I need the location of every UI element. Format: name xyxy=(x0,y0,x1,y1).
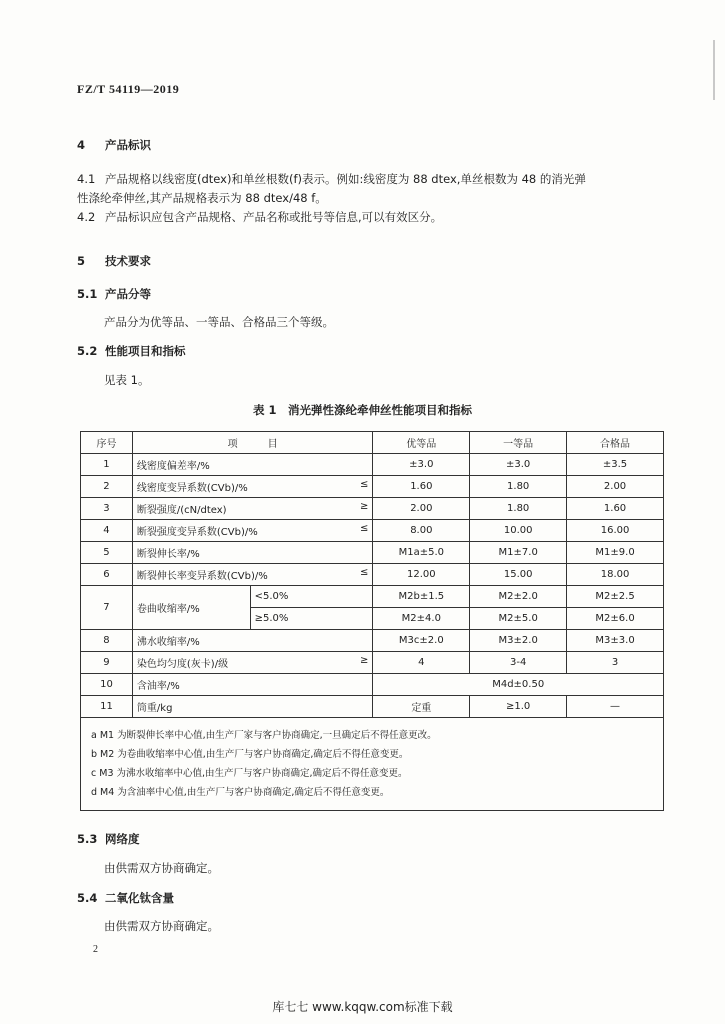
cell-grade-qualified: M2±2.5 xyxy=(567,586,664,608)
section-number: 5 xyxy=(77,254,86,268)
cell-grade-qualified: M2±6.0 xyxy=(567,608,664,630)
section-4-2 xyxy=(77,208,442,227)
section-number: 5.1 xyxy=(77,287,98,301)
item-label: 断裂强度/(cN/dtex) xyxy=(136,505,227,516)
table-row xyxy=(81,674,664,696)
cell-grade-first: ±3.0 xyxy=(470,454,567,476)
comparison-symbol: ≤ xyxy=(360,479,369,490)
table-note-a: a M1 为断裂伸长率中心值,由生产厂家与客户协商确定,一旦确定后不得任意更改。 xyxy=(91,730,437,741)
cell-grade-premium: M3c±2.0 xyxy=(373,630,470,652)
cell-grade-premium: 2.00 xyxy=(373,498,470,520)
row-subitem: ≥5.0% xyxy=(250,608,373,630)
table-row xyxy=(81,652,664,674)
row-item xyxy=(132,674,372,696)
clause-text: 产品标识应包含产品规格、产品名称或批号等信息,可以有效区分。 xyxy=(105,210,443,224)
table-row xyxy=(81,630,664,652)
cell-grade-first: M3±2.0 xyxy=(470,630,567,652)
cell-grade-qualified: 2.00 xyxy=(567,476,664,498)
table-note-b: b M2 为卷曲收缩率中心值,由生产厂与客户协商确定,确定后不得任意变更。 xyxy=(91,749,409,760)
item-label: 染色均匀度(灰卡)/级 xyxy=(136,659,229,670)
row-item xyxy=(132,454,372,476)
section-title: 产品分等 xyxy=(105,287,151,301)
item-label: 断裂强度变异系数(CVb)/% xyxy=(136,527,258,538)
section-title: 网络度 xyxy=(105,832,140,846)
row-no: 2 xyxy=(81,476,133,498)
cell-grade-qualified: M3±3.0 xyxy=(567,630,664,652)
table-notes xyxy=(81,718,664,811)
cell-grade-qualified: ±3.5 xyxy=(567,454,664,476)
row-no: 8 xyxy=(81,630,133,652)
row-no: 7 xyxy=(81,586,133,630)
scan-edge-mark xyxy=(713,40,715,100)
row-item xyxy=(132,520,372,542)
cell-grade-qualified: 1.60 xyxy=(567,498,664,520)
row-item xyxy=(132,696,372,718)
cell-grade-first: 1.80 xyxy=(470,498,567,520)
section-5-heading xyxy=(77,253,151,269)
row-item xyxy=(132,498,372,520)
section-title: 性能项目和指标 xyxy=(105,344,186,358)
comparison-symbol: ≥ xyxy=(360,655,369,666)
cell-grade-premium: 4 xyxy=(373,652,470,674)
cell-all-grades: M4d±0.50 xyxy=(373,674,664,696)
section-5-2-heading xyxy=(77,343,186,359)
table-caption: 表 1 消光弹性涤纶牵伸丝性能项目和指标 xyxy=(252,403,472,417)
standard-number: FZ/T 54119—2019 xyxy=(77,82,180,96)
item-label: 沸水收缩率/% xyxy=(136,637,200,648)
cell-grade-first: M2±5.0 xyxy=(470,608,567,630)
cell-grade-qualified: — xyxy=(567,696,664,718)
header-grade-premium: 优等品 xyxy=(373,432,470,454)
row-subitem: <5.0% xyxy=(250,586,373,608)
table-row xyxy=(81,476,664,498)
section-4-1 xyxy=(77,170,677,208)
table-row xyxy=(81,520,664,542)
clause-number: 4.1 xyxy=(77,172,96,186)
table-row xyxy=(81,498,664,520)
cell-grade-qualified: M1±9.0 xyxy=(567,542,664,564)
header-no: 序号 xyxy=(81,432,133,454)
cell-grade-qualified: 16.00 xyxy=(567,520,664,542)
row-no: 6 xyxy=(81,564,133,586)
row-item xyxy=(132,476,372,498)
section-5-3-text: 由供需双方协商确定。 xyxy=(104,861,219,875)
section-number: 5.2 xyxy=(77,344,98,358)
table-notes-row xyxy=(81,718,664,811)
table-row xyxy=(81,454,664,476)
row-item xyxy=(132,542,372,564)
row-item: 卷曲收缩率/% xyxy=(132,586,250,630)
row-no: 11 xyxy=(81,696,133,718)
item-label: 断裂伸长率/% xyxy=(136,549,200,560)
cell-grade-first: 1.80 xyxy=(470,476,567,498)
cell-grade-premium: M2±4.0 xyxy=(373,608,470,630)
cell-grade-first: 15.00 xyxy=(470,564,567,586)
section-title: 产品标识 xyxy=(105,138,151,152)
cell-grade-premium: ±3.0 xyxy=(373,454,470,476)
section-5-4-text: 由供需双方协商确定。 xyxy=(104,919,219,933)
comparison-symbol: ≤ xyxy=(360,523,369,534)
row-no: 3 xyxy=(81,498,133,520)
cell-grade-premium: 8.00 xyxy=(373,520,470,542)
cell-grade-premium: M1a±5.0 xyxy=(373,542,470,564)
table-row xyxy=(81,586,664,608)
clause-text-line1: 产品规格以线密度(dtex)和单丝根数(f)表示。例如:线密度为 88 dtex,单丝根数为 48 的消光弹 xyxy=(105,172,586,186)
row-item xyxy=(132,652,372,674)
table-note-d: d M4 为含油率中心值,由生产厂与客户协商确定,确定后不得任意变更。 xyxy=(91,787,390,798)
section-number: 5.4 xyxy=(77,891,98,905)
cell-grade-premium: 12.00 xyxy=(373,564,470,586)
section-5-4-heading xyxy=(77,890,174,906)
row-item xyxy=(132,630,372,652)
header-grade-qualified: 合格品 xyxy=(567,432,664,454)
item-label: 断裂伸长率变异系数(CVb)/% xyxy=(136,571,268,582)
row-no: 1 xyxy=(81,454,133,476)
cell-grade-qualified: 3 xyxy=(567,652,664,674)
page-number: 2 xyxy=(93,944,98,955)
item-label: 含油率/% xyxy=(136,681,180,692)
comparison-symbol: ≤ xyxy=(360,567,369,578)
header-item: 项 目 xyxy=(132,432,372,454)
cell-grade-premium: 定重 xyxy=(373,696,470,718)
cell-grade-first: 3-4 xyxy=(470,652,567,674)
cell-grade-first: 10.00 xyxy=(470,520,567,542)
download-watermark: 库七七 www.kqqw.com标准下载 xyxy=(272,1000,453,1014)
section-title: 二氧化钛含量 xyxy=(105,891,174,905)
table-note-c: c M3 为沸水收缩率中心值,由生产厂与客户协商确定,确定后不得任意变更。 xyxy=(91,768,408,779)
table-header-row xyxy=(81,432,664,454)
item-label: 线密度偏差率/% xyxy=(136,461,210,472)
cell-grade-premium: M2b±1.5 xyxy=(373,586,470,608)
section-number: 5.3 xyxy=(77,832,98,846)
row-no: 4 xyxy=(81,520,133,542)
cell-grade-premium: 1.60 xyxy=(373,476,470,498)
item-label: 筒重/kg xyxy=(136,703,173,714)
section-title: 技术要求 xyxy=(105,254,151,268)
cell-grade-first: ≥1.0 xyxy=(470,696,567,718)
table-row xyxy=(81,564,664,586)
cell-grade-first: M1±7.0 xyxy=(470,542,567,564)
comparison-symbol: ≥ xyxy=(360,501,369,512)
section-5-2-text: 见表 1。 xyxy=(104,373,150,387)
cell-grade-first: M2±2.0 xyxy=(470,586,567,608)
clause-text-line2: 性涤纶牵伸丝,其产品规格表示为 88 dtex/48 f。 xyxy=(77,191,327,205)
section-5-3-heading xyxy=(77,831,140,847)
item-label: 线密度变异系数(CVb)/% xyxy=(136,483,248,494)
section-5-1-text: 产品分为优等品、一等品、合格品三个等级。 xyxy=(104,315,334,329)
table-row xyxy=(81,696,664,718)
header-grade-first: 一等品 xyxy=(470,432,567,454)
cell-grade-qualified: 18.00 xyxy=(567,564,664,586)
section-5-1-heading xyxy=(77,286,151,302)
row-no: 9 xyxy=(81,652,133,674)
row-no: 5 xyxy=(81,542,133,564)
section-number: 4 xyxy=(77,138,86,152)
row-item xyxy=(132,564,372,586)
row-no: 10 xyxy=(81,674,133,696)
performance-table xyxy=(80,431,664,811)
clause-number: 4.2 xyxy=(77,210,96,224)
table-row xyxy=(81,542,664,564)
section-4-heading xyxy=(77,137,151,153)
